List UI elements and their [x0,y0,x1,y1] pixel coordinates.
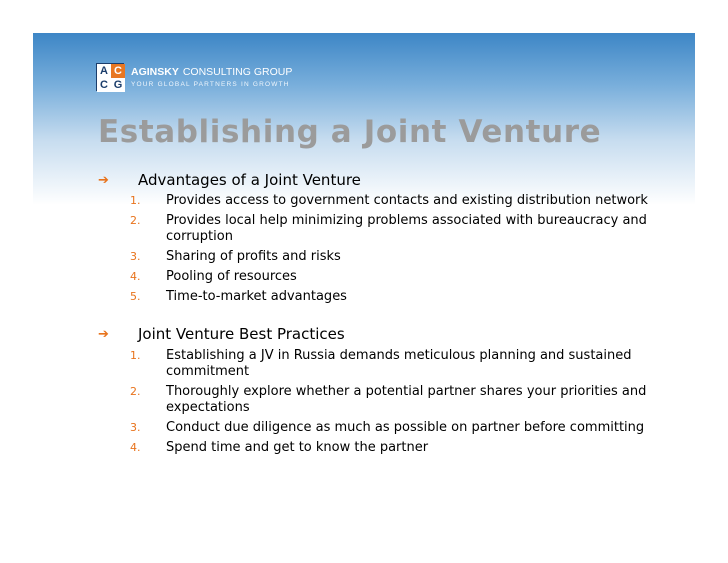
item-text: Thoroughly explore whether a potential partner shares your priorities and expectations [166,384,647,415]
item-text: Time-to-market advantages [166,289,347,304]
item-text: Spend time and get to know the partner [166,440,429,455]
item-number: 3. [130,250,141,263]
advantages-list [130,193,670,309]
item-text: Establishing a JV in Russia demands meticulous planning and sustained commitment [166,348,632,379]
item-number: 2. [130,214,141,227]
item-text: Provides access to government contacts and existing distribution network [166,193,648,208]
slide-title: Establishing a Joint Venture [98,114,602,150]
item-number: 4. [130,441,141,454]
item-number: 3. [130,421,141,434]
logo-letter: C [111,64,125,78]
right-arrow-icon: ➔ [98,327,109,342]
list-item [130,289,670,305]
list-item [130,193,670,209]
logo-letter: A [97,64,111,78]
item-text: Conduct due diligence as much as possible on partner before committing [166,420,645,435]
item-text: Sharing of profits and risks [166,249,341,264]
section-heading-label: Advantages of a Joint Venture [138,171,361,189]
logo-name-rest: CONSULTING GROUP [182,66,293,78]
item-number: 5. [130,290,141,303]
best-practices-list [130,348,670,460]
item-number: 1. [130,349,141,362]
list-item [130,249,670,265]
list-item [130,269,670,285]
logo-letter: C [97,78,111,92]
section-heading-label: Joint Venture Best Practices [138,325,345,343]
list-item [130,420,670,436]
section-heading-best-practices [98,325,698,345]
list-item [130,348,670,380]
item-text: Pooling of resources [166,269,297,284]
item-number: 1. [130,194,141,207]
logo-letter: G [111,78,125,92]
item-number: 4. [130,270,141,283]
list-item [130,440,670,456]
logo-tagline: YOUR GLOBAL PARTNERS IN GROWTH [131,81,290,88]
logo-mark [96,63,124,91]
section-heading-advantages [98,171,698,191]
list-item [130,213,670,245]
list-item [130,384,670,416]
logo-company-name [131,66,292,78]
company-logo [96,63,356,93]
logo-name-bold: AGINSKY [131,66,179,78]
item-number: 2. [130,385,141,398]
right-arrow-icon: ➔ [98,173,109,188]
item-text: Provides local help minimizing problems associated with bureaucracy and corruption [166,213,647,244]
